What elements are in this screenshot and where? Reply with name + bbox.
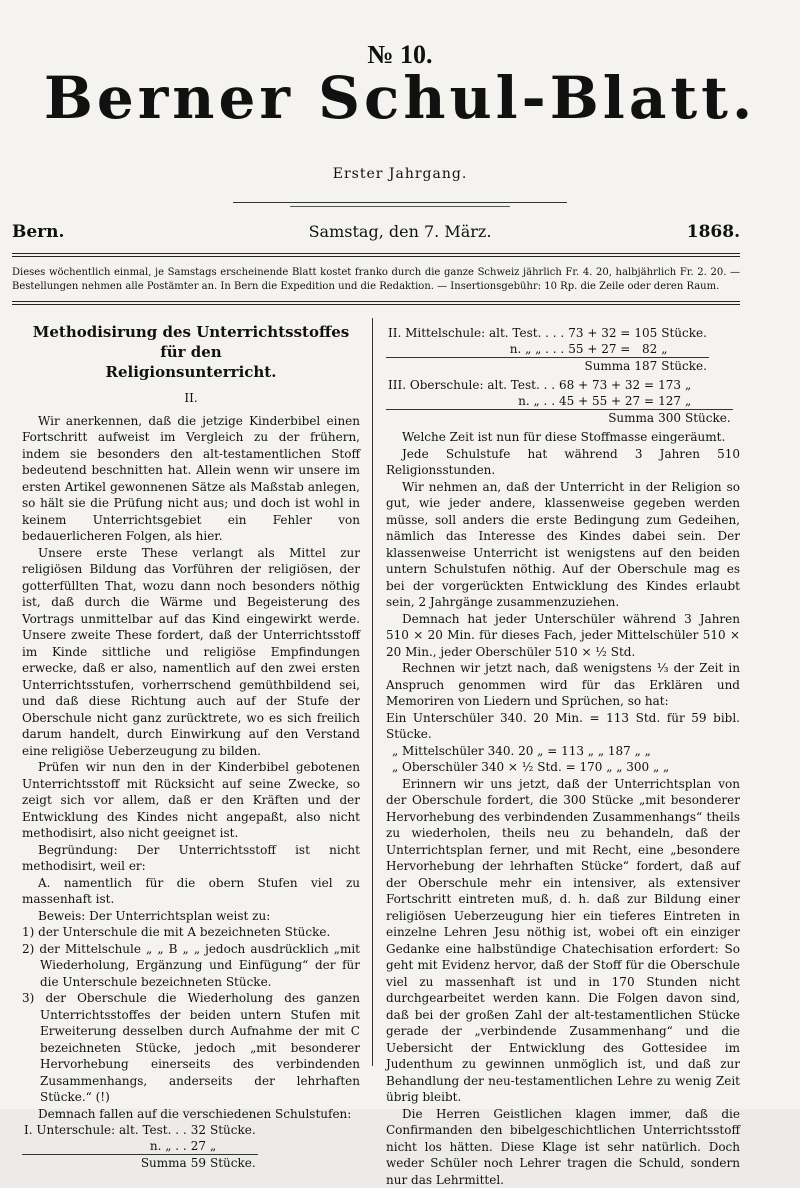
article-column-right [386, 322, 740, 1188]
table-sum-row: Summa 59 Stücke. [22, 1155, 258, 1172]
list-item: 3) der Oberschule die Wiederholung des ganzen Unterrichtsstoffes der beiden untern Stufen mit Erweiterung desselben durch Aufnahme der mit C bezeichneten Stücke, jedoch „mit besonderer Hervorhebung einerseits des verbindenden Zusammenhangs, anderseits der lehrhaften Stücke.“ (!) [22, 990, 360, 1106]
table-row: n. „ . . 45 + 55 + 27 = 127 „ [386, 393, 733, 410]
table-row: n. „ „ . . . 55 + 27 = 82 „ [386, 341, 709, 358]
paragraph: Wir nehmen an, daß der Unterricht in der Religion so gut, wie jeder andere, klassenweise gegeben werden müsse, soll anders die erste Bedingung zum Gedeihen, nämlich das Interesse des Kindes dabei sein. Der klassenweise Unterricht ist wenigstens auf den beiden untern Schulstufen nöthig. Auf der Oberschule mag es bei der vorgerückten Entwicklung des Kindes erlaubt sein, 2 Jahrgänge zusammenzuziehen. [386, 479, 740, 611]
table-oberschule [386, 377, 733, 426]
masthead-title: Berner Schul-Blatt. [0, 64, 800, 132]
table-row: II. Mittelschule: alt. Test. . . . 73 + 32 = 105 Stücke. [386, 325, 709, 341]
paragraph: Erinnern wir uns jetzt, daß der Unterrichtsplan von der Oberschule fordert, die 300 Stücke „mit besonderer Hervorhebung des verbindenden Zusammenhangs“ theils zu wiederholen, theils neu zu behandeln, daß der Unterrichtsplan ferner, und mit Recht, eine „besondere Hervorhebung der lehrhaften Stücke“ fordert, daß auf der Oberschule mehr ein intensiver, als extensiver Fortschritt eintreten muß, d. h. daß zur Bildung einer religiösen Ueberzeugung hier ein tieferes Eintreten in einzelne Lehren Jesu nöthig ist, wobei oft ein einziger Gedanke eine halbstündige Chatechisation erfordert: So geht mit Evidenz hervor, daß der Stoff für die Oberschule viel zu massenhaft ist und in 170 Stunden nicht durchgearbeitet werden kann. Die Folgen davon sind, daß bei der großen Zahl der alt-testamentlichen Stücke gerade der „verbindende Zusammenhang“ und die Uebersicht der Entwicklung des Gottesidee im Judenthum zu gewinnen unmöglich ist, und daß zur Behandlung der neu-testamentlichen Lehre zu wenig Zeit übrig bleibt. [386, 776, 740, 1106]
article-title: Methodisirung des Unterrichtsstoffes für den Religionsunterricht. [22, 322, 360, 382]
list-item: 2) der Mittelschule „ „ B „ „ jedoch ausdrücklich „mit Wiederholung, Ergänzung und Einfügung“ der für die Unterschule bezeichneten Stücke. [22, 941, 360, 991]
paragraph: A. namentlich für die obern Stufen viel zu massenhaft ist. [22, 875, 360, 908]
paragraph: Demnach fallen auf die verschiedenen Schulstufen: [22, 1106, 360, 1123]
calculation-line: „ Oberschüler 340 × ½ Std. = 170 „ „ 300 „ „ [386, 759, 740, 776]
table-mittelschule [386, 325, 709, 374]
header-rule-double [12, 256, 740, 257]
masthead-subtitle: Erster Jahrgang. [0, 166, 800, 182]
table-sum-row: Summa 187 Stücke. [386, 358, 709, 375]
paragraph: Wir anerkennen, daß die jetzige Kinderbibel einen Fortschritt aufweist im Vergleich zu der frühern, indem sie besonders den alt-testamentlichen Stoff bedeutend beschnitten hat. Allein wenn wir unsere im ersten Artikel gewonnenen Sätze als Maßstab anlegen, so hält sie die Prüfung nicht aus; und doch ist wohl in keinem Unterrichtsgebiet ein Fehler von bedauerlicheren Folgen, als hier. [22, 413, 360, 545]
list-item: 1) der Unterschule die mit A bezeichneten Stücke. [22, 924, 360, 941]
table-row: I. Unterschule: alt. Test. . . 32 Stücke. [22, 1122, 258, 1138]
column-divider [372, 318, 373, 1066]
paragraph: Welche Zeit ist nun für diese Stoffmasse eingeräumt. [386, 429, 740, 446]
table-unterschule [22, 1122, 258, 1171]
table-row: n. „ . . 27 „ [22, 1138, 258, 1155]
ornamental-rule-short [290, 206, 510, 207]
issue-year: 1868. [687, 222, 740, 242]
issue-number: № 10. [0, 40, 800, 70]
paragraph: Unsere erste These verlangt als Mittel zur religiösen Bildung das Vorführen der religiösen, der gotterfüllten That, wozu dann noch besonders nöthig ist, daß durch die Wärme und Begeisterung des Vortrags unmittelbar auf das Kind eingewirkt werde. Unsere zweite These fordert, daß der Unterrichtsstoff im Kinde sittliche und religiöse Empfindungen erwecke, daß er also, namentlich auf den zwei ersten Unterrichtsstufen, vorherrschend gemüthbildend sei, und daß diese Richtung auch auf der Stufe der Oberschule nicht ganz zurücktrete, wo es sich freilich darum handelt, durch Einwirkung auf den Verstand eine religiöse Ueberzeugung zu bilden. [22, 545, 360, 760]
paragraph: Die Herren Geistlichen klagen immer, daß die Confirmanden den bibelgeschichtlichen Unterrichtsstoff nicht los hätten. Diese Klage ist sehr natürlich. Doch weder Schüler noch Lehrer tragen die Schuld, sondern nur das Lehrmittel. [386, 1106, 740, 1188]
paragraph: Jede Schulstufe hat während 3 Jahren 510 Religionsstunden. [386, 446, 740, 479]
paragraph: Demnach hat jeder Unterschüler während 3 Jahren 510 × 20 Min. für dieses Fach, jeder Mittelschüler 510 × 20 Min., jeder Oberschüler 510 × ½ Std. [386, 611, 740, 661]
calculation-line: „ Mittelschüler 340. 20 „ = 113 „ „ 187 „ „ [386, 743, 740, 760]
section-number: II. [22, 390, 360, 407]
article-column-left [22, 322, 360, 1171]
calculation-line: Ein Unterschüler 340. 20 Min. = 113 Std. für 59 bibl. Stücke. [386, 710, 740, 743]
table-sum-row: Summa 300 Stücke. [386, 410, 733, 427]
header-rule [12, 253, 740, 254]
paragraph: Prüfen wir nun den in der Kinderbibel gebotenen Unterrichtsstoff mit Rücksicht auf seine Zwecke, so zeigt sich vor allem, daß er den Kräften und der Entwicklung des Kindes nicht angepaßt, also nicht methodisirt, also nicht geeignet ist. [22, 759, 360, 842]
notice-rule-double [12, 304, 740, 305]
subscription-notice: Dieses wöchentlich einmal, je Samstags erscheinende Blatt kostet franko durch die ganze Schweiz jährlich Fr. 4. 20, halbjährlich Fr. 2. 20. — Bestellungen nehmen alle Postämter an. In Bern die Expedition und die Redaktion. — Insertionsgebühr: 10 Rp. die Zeile oder deren Raum. [12, 266, 740, 294]
ornamental-rule [233, 202, 567, 203]
issue-date: Samstag, den 7. März. [0, 222, 800, 241]
place: Bern. [12, 222, 64, 242]
table-row: III. Oberschule: alt. Test. . . 68 + 73 + 32 = 173 „ [386, 377, 733, 393]
notice-rule [12, 301, 740, 302]
paragraph: Rechnen wir jetzt nach, daß wenigstens ⅓ der Zeit in Anspruch genommen wird für das Erklären und Memoriren von Liedern und Sprüchen, so hat: [386, 660, 740, 710]
paragraph: Begründung: Der Unterrichtsstoff ist nicht methodisirt, weil er: [22, 842, 360, 875]
paragraph: Beweis: Der Unterrichtsplan weist zu: [22, 908, 360, 925]
